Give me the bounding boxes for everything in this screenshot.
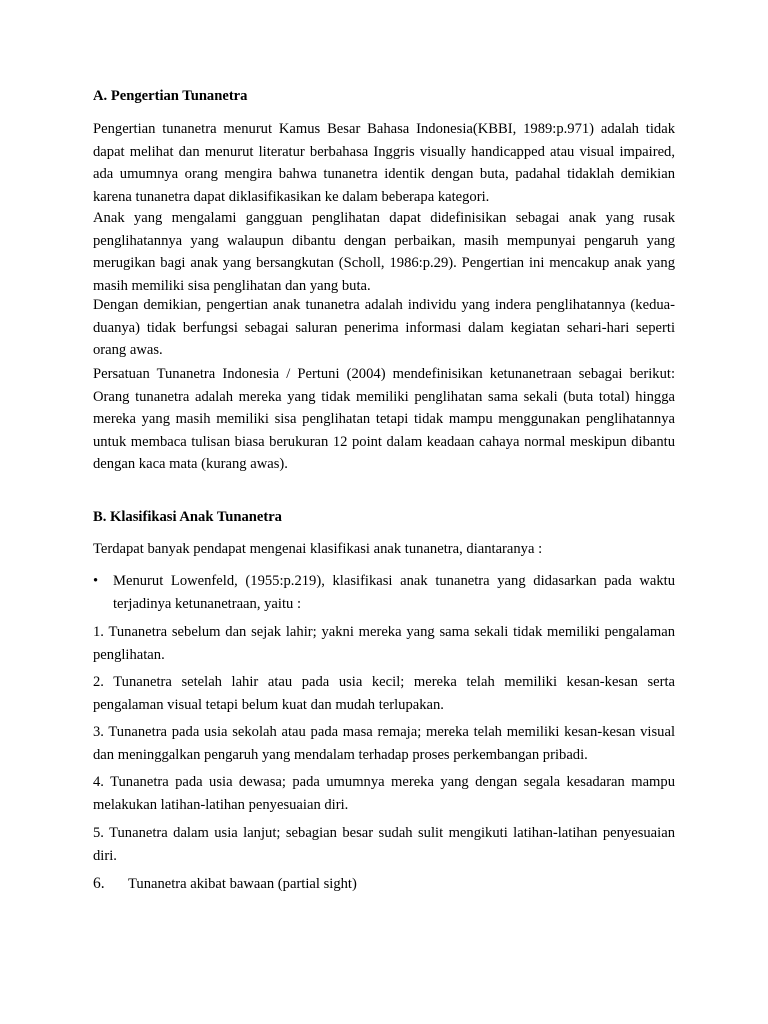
section-a-paragraph-2 <box>93 207 675 297</box>
bullet-item <box>93 570 675 615</box>
section-b-heading-block <box>93 507 675 527</box>
list-item-5 <box>93 822 675 867</box>
section-a-heading: A. Pengertian Tunanetra <box>93 88 248 104</box>
section-a-heading-block <box>93 86 675 106</box>
list-item-text: Tunanetra akibat bawaan (partial sight) <box>128 876 357 892</box>
paragraph-text: Pengertian tunanetra menurut Kamus Besar Bahasa Indonesia(KBBI, 1989:p.971) adalah tidak dapat melihat dan menurut literatur berbahasa Inggris visually handicapped atau visual impaired, ada umumnya orang mengira bahwa tunanetra identik dengan buta, padahal tidaklah demikian karena tunanetra dapat diklasifikasikan ke dalam beberapa kategori. <box>93 121 675 205</box>
list-item-2 <box>93 671 675 716</box>
section-b-heading: B. Klasifikasi Anak Tunanetra <box>93 509 282 525</box>
list-item-3 <box>93 721 675 766</box>
list-item-text: 5. Tunanetra dalam usia lanjut; sebagian besar sudah sulit mengikuti latihan-latihan penyesuaian diri. <box>93 825 675 864</box>
bullet-text: Menurut Lowenfeld, (1955:p.219), klasifikasi anak tunanetra yang didasarkan pada waktu terjadinya ketunanetraan, yaitu : <box>113 573 675 612</box>
section-a-paragraph-3 <box>93 294 675 362</box>
list-item-text: 2. Tunanetra setelah lahir atau pada usia kecil; mereka telah memiliki kesan-kesan serta pengalaman visual tetapi belum kuat dan mudah terlupakan. <box>93 674 675 713</box>
bullet-icon: • <box>93 573 99 589</box>
list-item-1 <box>93 621 675 666</box>
paragraph-text: Anak yang mengalami gangguan penglihatan dapat didefinisikan sebagai anak yang rusak penglihatannya yang walaupun dibantu dengan perbaikan, masih mempunyai pengaruh yang merugikan bagi anak yang bersangkutan (Scholl, 1986:p.29). Pengertian ini mencakup anak yang masih memiliki sisa penglihatan dan yang buta. <box>93 210 675 294</box>
section-a-paragraph-1 <box>93 118 675 208</box>
list-item-number: 6. <box>93 875 105 892</box>
paragraph-text: Persatuan Tunanetra Indonesia / Pertuni (2004) mendefinisikan ketunanetraan sebagai berikut: Orang tunanetra adalah mereka yang tidak memiliki penglihatan sama sekali (buta total) hingga mereka yang masih memiliki sisa penglihatan tetapi tidak mampu menggunakan penglihatannya untuk membaca tulisan biasa berukuran 12 point dalam keadaan cahaya normal meskipun dibantu dengan kaca mata (kurang awas). <box>93 366 675 473</box>
paragraph-text: Dengan demikian, pengertian anak tunanetra adalah individu yang indera penglihatannya (kedua-duanya) tidak berfungsi sebagai saluran penerima informasi dalam kegiatan sehari-hari seperti orang awas. <box>93 297 675 359</box>
section-a-paragraph-4 <box>93 363 675 476</box>
list-item-6 <box>93 873 675 896</box>
list-item-4 <box>93 771 675 816</box>
list-item-text: 3. Tunanetra pada usia sekolah atau pada masa remaja; mereka telah memiliki kesan-kesan visual dan meninggalkan pengaruh yang mendalam terhadap proses perkembangan pribadi. <box>93 724 675 763</box>
intro-text: Terdapat banyak pendapat mengenai klasifikasi anak tunanetra, diantaranya : <box>93 541 543 557</box>
list-item-text: 4. Tunanetra pada usia dewasa; pada umumnya mereka yang dengan segala kesadaran mampu melakukan latihan-latihan penyesuaian diri. <box>93 774 675 813</box>
section-b-intro <box>93 538 675 561</box>
document-page <box>93 0 675 1024</box>
list-item-text: 1. Tunanetra sebelum dan sejak lahir; yakni mereka yang sama sekali tidak memiliki pengalaman penglihatan. <box>93 624 675 663</box>
